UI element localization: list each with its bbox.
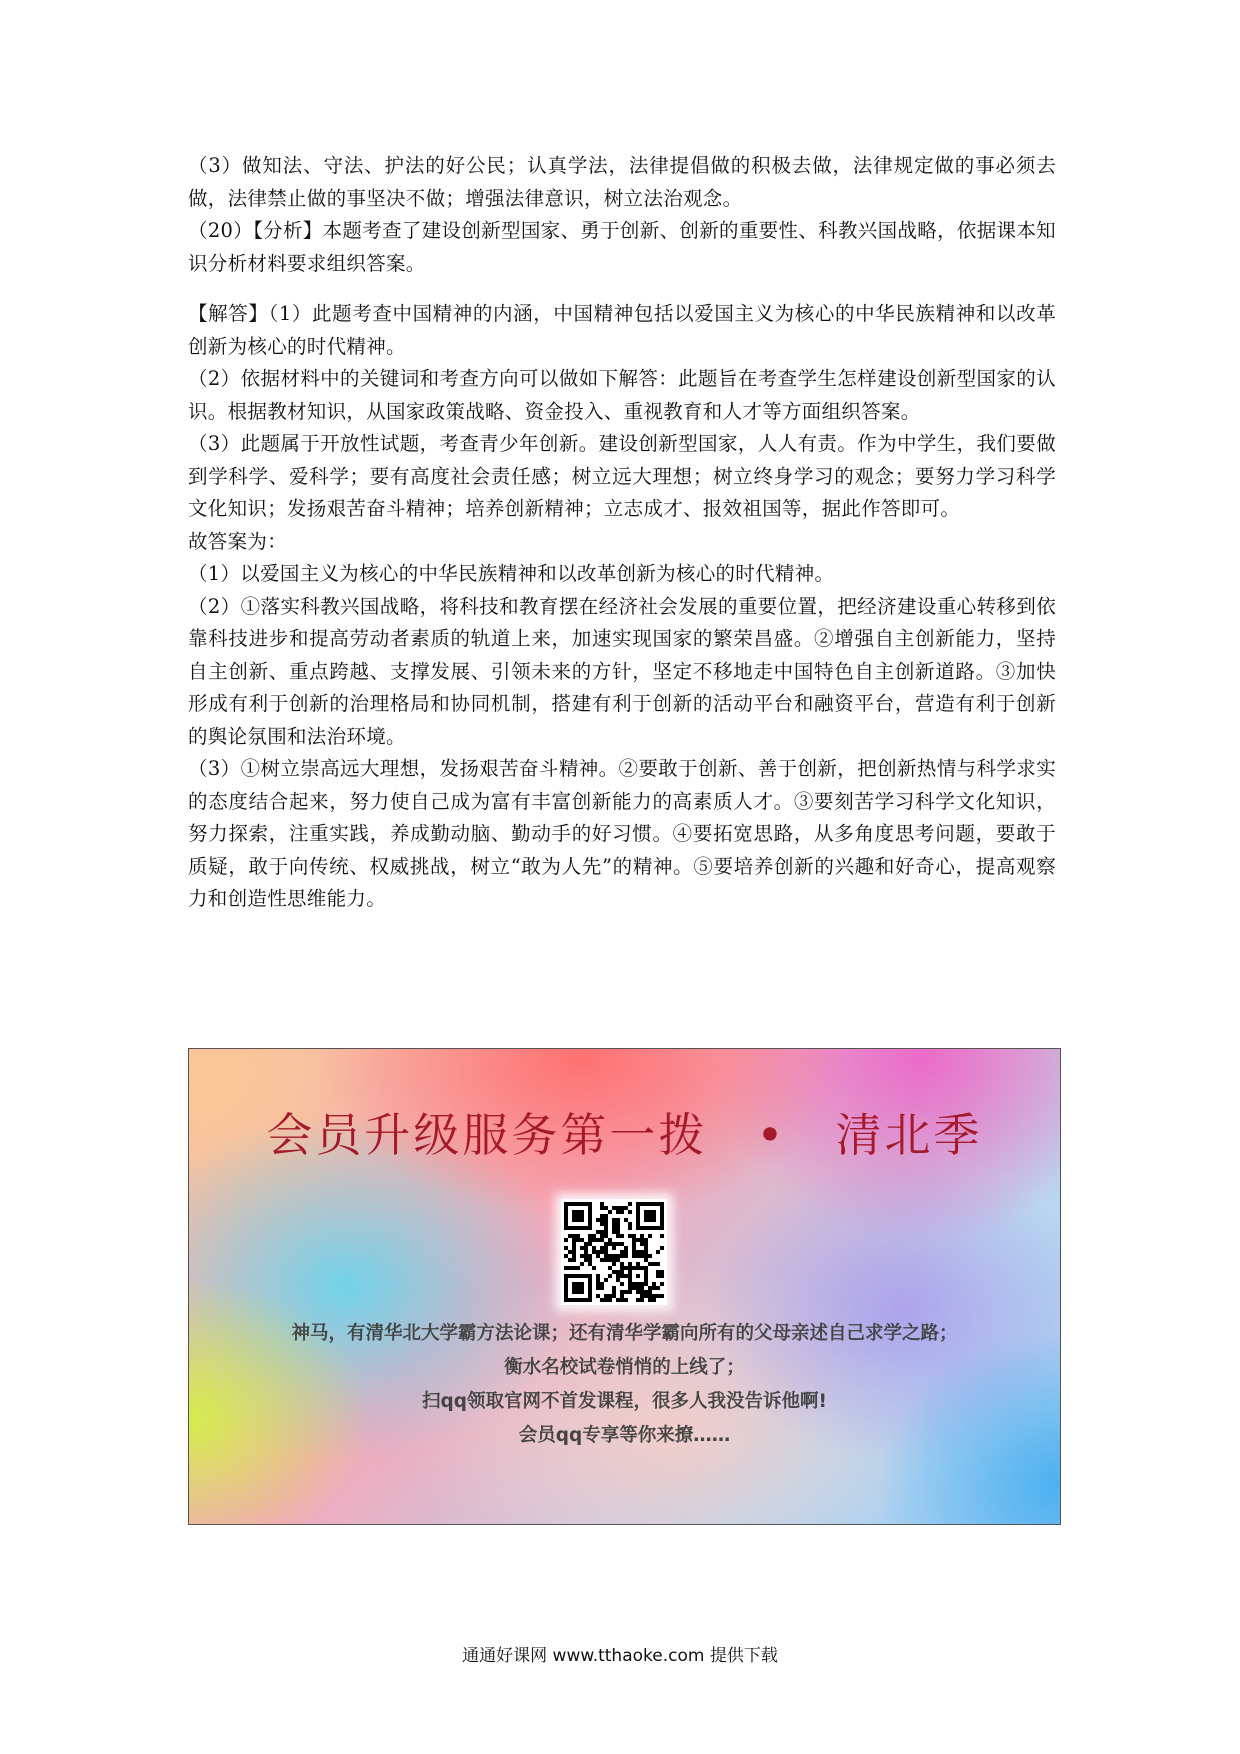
- paragraph: 【解答】（1）此题考查中国精神的内涵，中国精神包括以爱国主义为核心的中华民族精神和以改革创新为核心的时代精神。: [188, 302, 1056, 358]
- banner-line: 神马，有清华北大学霸方法论课；还有清华学霸向所有的父母亲述自己求学之路；: [291, 1323, 958, 1344]
- qr-code-graphic: [564, 1202, 664, 1302]
- paragraph: （3）此题属于开放性试题，考查青少年创新。建设创新型国家，人人有责。作为中学生，我们要做到学科学、爱科学；要有高度社会责任感；树立远大理想；树立终身学习的观念；要努力学习科学文化知识；发扬艰苦奋斗精神；培养创新精神；立志成才、报效祖国等，据此作答即可。: [188, 432, 1056, 520]
- paragraph: （3）①树立崇高远大理想，发扬艰苦奋斗精神。②要敢于创新、善于创新，把创新热情与科学求实的态度结合起来，努力使自己成为富有丰富创新能力的高素质人才。③要刻苦学习科学文化知识，努力探索，注重实践，养成勤动脑、勤动手的好习惯。④要拓宽思路，从多角度思考问题，要敢于质疑，敢于向传统、权威挑战，树立“敢为人先”的精神。⑤要培养创新的兴趣和好奇心，提高观察力和创造性思维能力。: [188, 757, 1056, 910]
- paragraph: 故答案为：: [188, 529, 288, 553]
- promo-banner: [188, 1048, 1061, 1525]
- banner-line: 扫qq领取官网不首发课程，很多人我没告诉他啊!: [422, 1391, 827, 1412]
- paragraph: （20）【分析】本题考查了建设创新型国家、勇于创新、创新的重要性、科教兴国战略，依据课本知识分析材料要求组织答案。: [188, 219, 1056, 275]
- qr-code-icon[interactable]: [561, 1199, 667, 1305]
- paragraph: （1）以爱国主义为核心的中华民族精神和以改革创新为核心的时代精神。: [188, 562, 835, 585]
- paragraph: （2）依据材料中的关键词和考查方向可以做如下解答：此题旨在考查学生怎样建设创新型国家的认识。根据教材知识，从国家政策战略、资金投入、重视教育和人才等方面组织答案。: [188, 367, 1056, 423]
- paragraph: （3）做知法、守法、护法的好公民；认真学法，法律提倡做的积极去做，法律规定做的事必须去做，法律禁止做的事坚决不做；增强法律意识，树立法治观念。: [188, 154, 1056, 210]
- banner-line: 衡水名校试卷悄悄的上线了；: [504, 1357, 745, 1378]
- paragraph: （2）①落实科教兴国战略，将科技和教育摆在经济社会发展的重要位置，把经济建设重心转移到依靠科技进步和提高劳动者素质的轨道上来，加速实现国家的繁荣昌盛。②增强自主创新能力，坚持自主创新、重点跨越、支撑发展、引领未来的方针，坚定不移地走中国特色自主创新道路。③加快形成有利于创新的治理格局和协同机制，搭建有利于创新的活动平台和融资平台，营造有利于创新的舆论氛围和法治环境。: [188, 594, 1056, 748]
- page-footer: 通通好课网 www.tthaoke.com 提供下载: [462, 1646, 778, 1666]
- answer-text: [188, 150, 1056, 916]
- banner-title: 会员升级服务第一拨 • 清北季: [266, 1108, 983, 1162]
- banner-text: [189, 1317, 1060, 1453]
- banner-line: 会员qq专享等你来撩……: [518, 1425, 731, 1446]
